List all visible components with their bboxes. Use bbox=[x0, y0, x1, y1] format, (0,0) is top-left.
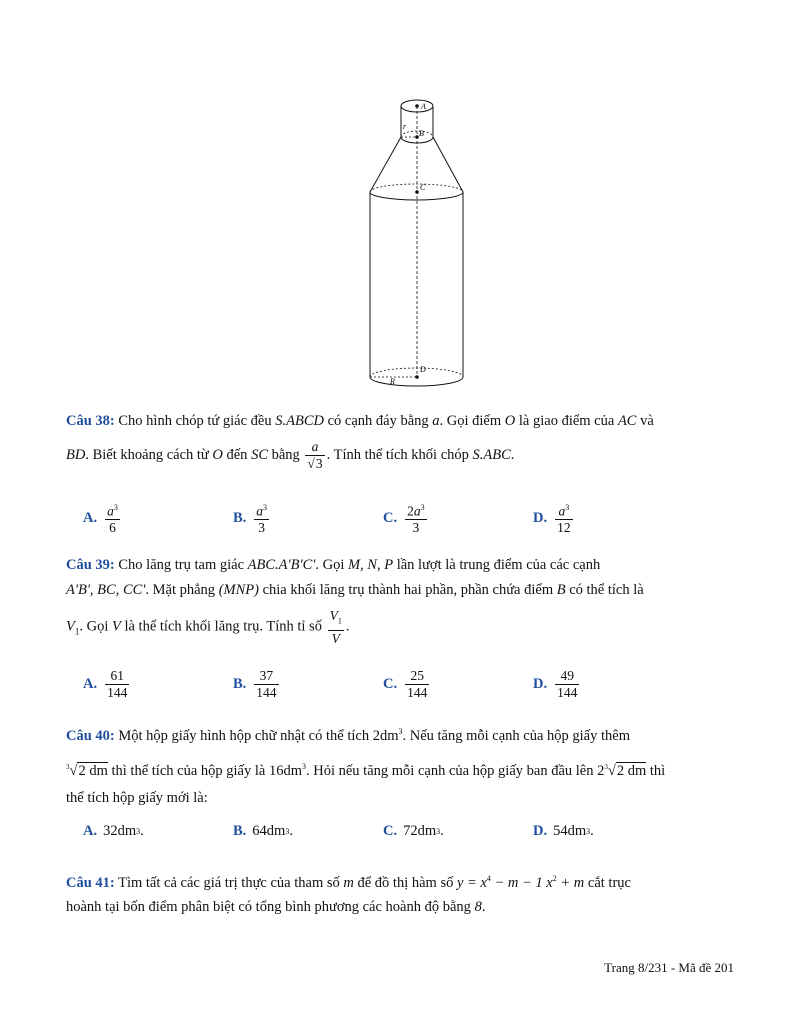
option-a[interactable]: A. $\frac{61}{144}$ bbox=[83, 667, 128, 700]
question-40-line3: thể tích hộp giấy mới là: bbox=[66, 790, 208, 806]
question-label: Câu 41: bbox=[66, 874, 115, 891]
question-label: Câu 38: bbox=[66, 413, 115, 429]
option-d[interactable]: D. 54dm 3 . bbox=[533, 822, 594, 839]
page-footer: Trang 8/231 - Mã đề 201 bbox=[604, 960, 734, 975]
question-41: Câu 41: Tìm tất cả các giá trị thực của tham số m để đồ thị hàm số $y = x^4 - m - 1$ $x^2 + m$ cắt trục bbox=[66, 874, 631, 891]
question-label: Câu 40: bbox=[66, 727, 115, 744]
option-a[interactable]: A. $\frac{a^3}{6}$ bbox=[83, 498, 122, 538]
question-38: Câu 38: Cho hình chóp tứ giác đều S.ABCD có cạnh đáy bằng a. Gọi điểm O là giao điểm của AC và bbox=[66, 413, 654, 429]
question-40: Câu 40: Một hộp giấy hình hộp chữ nhật có thể tích $2dm^3$. Nếu tăng mỗi cạnh của hộp giấy thêm bbox=[66, 727, 630, 744]
fraction: $\frac{a}{√3}$ bbox=[307, 439, 323, 471]
cylinder-cone-figure bbox=[360, 92, 472, 392]
label-R: R bbox=[390, 377, 395, 386]
option-b[interactable]: B. $\frac{a^3}{3}$ bbox=[233, 498, 271, 538]
question-39-line3: $V_1$. Gọi V là thể tích khối lăng trụ. Tính tỉ số $\frac{V_1}{V}$ . bbox=[66, 608, 350, 646]
option-c[interactable]: C. $\frac{2a^3}{3}$ bbox=[383, 498, 429, 538]
option-a[interactable]: A. 32dm 3 . bbox=[83, 822, 144, 839]
question-39: Câu 39: Cho lăng trụ tam giác ABC.A'B'C'. Gọi M, N, P lần lượt là trung điểm của các cạnh bbox=[66, 557, 601, 573]
label-A: A bbox=[421, 102, 426, 111]
label-r: r bbox=[403, 122, 407, 131]
question-38-line2: BD. Biết khoảng cách từ O đến SC bằng $\frac{a}{√3}$ . Tính thể tích khối chóp S.ABC. bbox=[66, 439, 515, 471]
question-40-line2: $^3$√2 dm thì thể tích của hộp giấy là $16dm^3$. Hỏi nếu tăng mỗi cạnh của hộp giấy ban đầu lên $2^3√2$ dm thì bbox=[66, 762, 666, 779]
fraction: $\frac{V_1}{V}$ bbox=[329, 608, 342, 646]
option-d[interactable]: D. $\frac{49}{144}$ bbox=[533, 667, 578, 700]
option-b[interactable]: B. $\frac{37}{144}$ bbox=[233, 667, 277, 700]
answer-options-40 bbox=[83, 811, 723, 851]
question-39-line2: A'B', BC, CC'. Mặt phẳng (MNP) chia khối lăng trụ thành hai phần, phần chứa điểm B có thể tích là bbox=[66, 582, 644, 598]
label-C: C bbox=[420, 183, 426, 192]
label-D: D bbox=[420, 365, 426, 374]
label-B: B bbox=[419, 129, 424, 138]
answer-options-39 bbox=[83, 664, 723, 704]
option-b[interactable]: B. 64dm 3 . bbox=[233, 822, 293, 839]
question-41-line2: hoành tại bốn điểm phân biệt có tổng bình phương các hoành độ bằng 8. bbox=[66, 899, 486, 915]
answer-options-38 bbox=[83, 498, 723, 538]
question-label: Câu 39: bbox=[66, 557, 115, 573]
option-c[interactable]: C. 72dm 3 . bbox=[383, 822, 444, 839]
option-d[interactable]: D. $\frac{a^3}{12}$ bbox=[533, 498, 575, 538]
option-c[interactable]: C. $\frac{25}{144}$ bbox=[383, 667, 428, 700]
